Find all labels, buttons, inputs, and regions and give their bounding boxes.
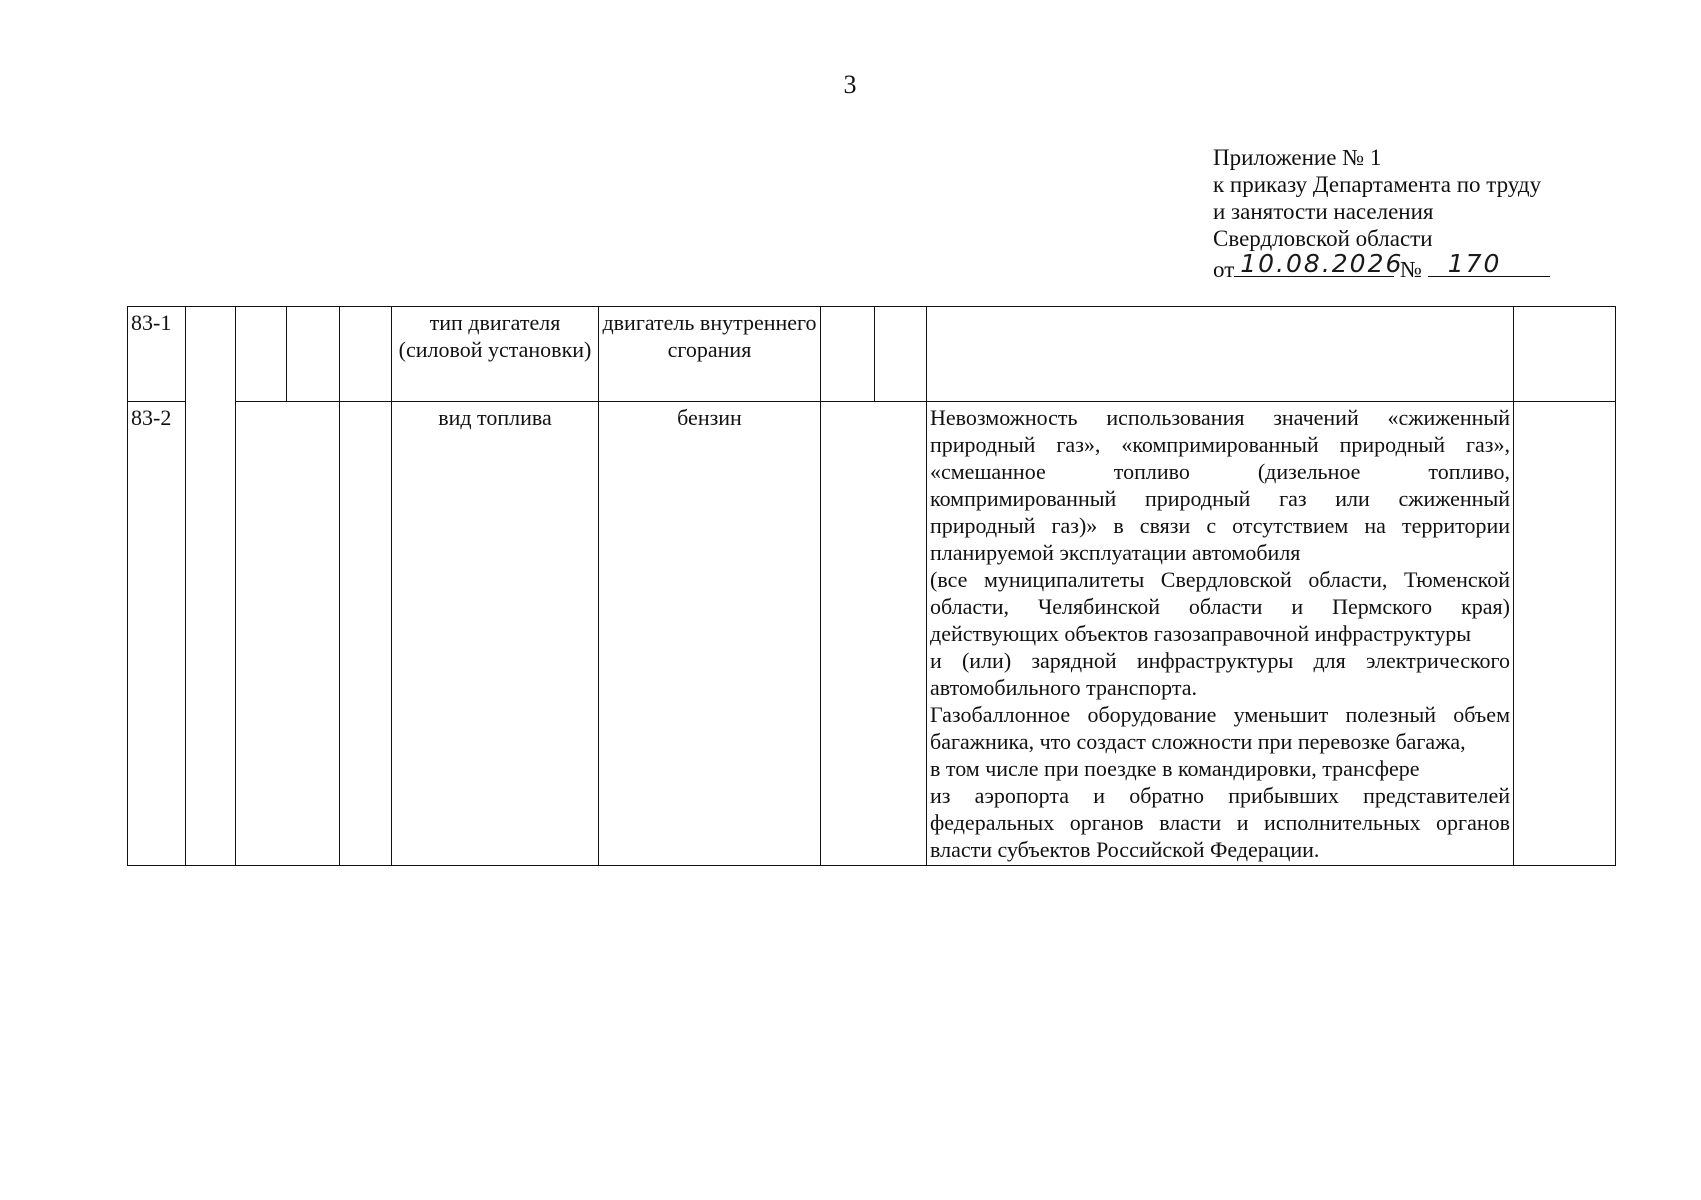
empty-cell (1514, 307, 1616, 402)
appendix-department-line: и занятости населения (1213, 199, 1434, 224)
empty-cell (236, 307, 287, 402)
empty-cell (287, 307, 340, 402)
empty-cell (236, 402, 340, 866)
row-number: 83-2 (128, 402, 186, 866)
handwritten-date: 10.08.2026 (1240, 249, 1404, 278)
characteristic-value: двигатель внутреннего сгорания (599, 307, 821, 402)
number-label: № (1400, 257, 1422, 282)
characteristics-table (127, 306, 1616, 866)
empty-cell (186, 307, 236, 866)
note-cell (927, 307, 1514, 402)
characteristic-name: вид топлива (392, 402, 599, 866)
empty-cell (340, 307, 392, 402)
justification-note (927, 402, 1514, 866)
note-paragraph: Газобаллонное оборудование уменьшит полезный объем багажника, что создаст сложности при перевозке багажа, (930, 702, 1510, 754)
empty-cell (875, 307, 927, 402)
note-paragraph: (все муниципалитеты Свердловской области, Тюменской области, Челябинской области и Пермского края) действующих объектов газозаправочной инфраструктуры (930, 567, 1510, 646)
characteristic-value: бензин (599, 402, 821, 866)
empty-cell (821, 307, 875, 402)
appendix-date-number-line (1213, 249, 1550, 283)
appendix-title: Приложение № 1 (1213, 145, 1382, 170)
note-paragraph: Невозможность использования значений «сжиженный природный газ», «компримированный природный газ», «смешанное топливо (дизельное топливо, компримированный природный газ или сжиженный природный газ)» в связи с отсутствием на территории планируемой эксплуатации автомобиля (930, 405, 1510, 565)
from-label: от (1213, 257, 1235, 282)
empty-cell (1514, 402, 1616, 866)
appendix-header (1213, 144, 1550, 283)
table-row (128, 307, 1616, 402)
note-paragraph: в том числе при поездке в командировки, трансфере (930, 756, 1420, 781)
appendix-order-line: к приказу Департамента по труду (1213, 172, 1542, 197)
table-row (128, 402, 1616, 866)
page-number: 3 (843, 70, 857, 99)
row-number: 83-1 (128, 307, 186, 402)
handwritten-number: 170 (1447, 249, 1502, 278)
appendix-region-line: Свердловской области (1213, 226, 1433, 251)
empty-cell (340, 402, 392, 866)
note-paragraph: из аэропорта и обратно прибывших представителей федеральных органов власти и исполнительных органов власти субъектов Российской Федерации. (930, 783, 1510, 862)
note-paragraph: и (или) зарядной инфраструктуры для электрического автомобильного транспорта. (930, 648, 1510, 700)
number-field (1428, 249, 1550, 278)
date-field (1234, 249, 1404, 278)
characteristic-name: тип двигателя (силовой установки) (392, 307, 599, 402)
empty-cell (821, 402, 927, 866)
